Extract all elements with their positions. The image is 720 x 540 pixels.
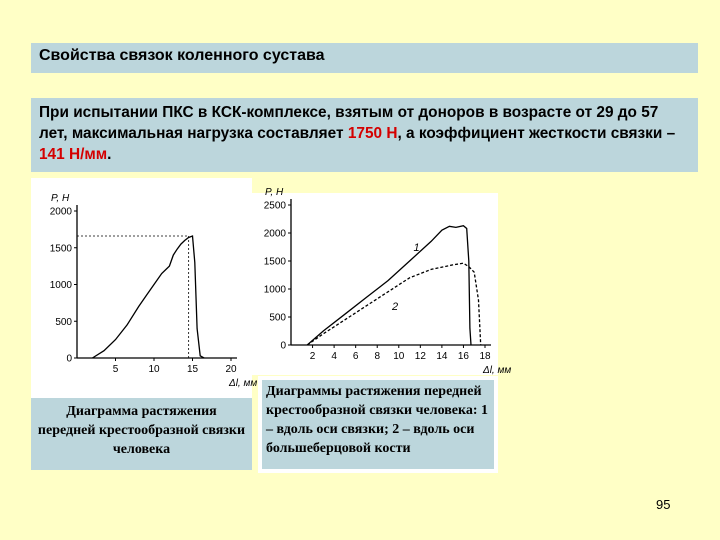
chart1-series-1-line (92, 236, 204, 358)
chart1-y-tick-label: 1500 (49, 243, 72, 255)
chart2-x-axis-label: Δl, мм (483, 365, 512, 376)
chart-2-caption-text: Диаграммы растяжения передней крестообразной связки человека: 1 – вдоль оси связки; 2 – вдоль оси большеберцовой кости (262, 380, 494, 469)
chart2-y-tick-label: 2500 (263, 200, 286, 212)
max-load-value: 1750 Н (347, 125, 398, 142)
chart-2 (245, 187, 512, 376)
chart1-x-axis-label: Δl, мм (229, 378, 258, 389)
chart1-y-tick-label: 1000 (49, 280, 72, 291)
chart1-y-tick-label: 0 (66, 353, 72, 365)
chart2-series-2-label: 2 (392, 300, 399, 313)
chart-2-caption (258, 376, 498, 473)
chart2-x-tick-label: 14 (436, 351, 448, 362)
description-part-2: , а коэффициент жесткости связки – (397, 125, 676, 142)
chart2-y-tick-label: 500 (269, 312, 286, 324)
chart2-series-1-label: 1 (413, 242, 420, 254)
chart2-y-axis-label: P, Н (265, 187, 284, 198)
chart-panel-2 (245, 187, 512, 376)
slide-title: Свойства связок коленного сустава (31, 43, 698, 73)
chart1-x-tick-label: 5 (112, 364, 119, 375)
chart2-x-tick-label: 12 (414, 351, 426, 362)
chart2-series-1-line (307, 226, 471, 345)
chart1-y-tick-label: 500 (55, 316, 72, 328)
chart2-y-tick-label: 1500 (263, 256, 286, 268)
chart-1 (31, 178, 258, 398)
chart1-x-tick-label: 20 (225, 364, 237, 375)
chart-panel-1 (31, 178, 258, 398)
chart2-x-tick-label: 18 (479, 351, 491, 362)
chart1-x-tick-label: 10 (148, 364, 160, 375)
chart-1-caption: Диаграмма растяжения передней крестообразной связки человека (31, 398, 252, 470)
chart2-x-tick-label: 8 (374, 351, 381, 362)
description-part-1: При испытании ПКС в КСК-комплексе, взятым от доноров в возрасте от 29 до 57 лет, максимальная нагрузка составляет (39, 104, 659, 142)
chart1-y-tick-label: 2000 (49, 206, 72, 218)
chart1-y-axis-label: P, Н (51, 193, 70, 204)
chart2-y-tick-label: 1000 (263, 284, 286, 296)
chart2-x-tick-label: 6 (352, 351, 359, 362)
chart2-y-tick-label: 0 (280, 340, 286, 352)
description-text (31, 98, 698, 172)
chart2-y-tick-label: 2000 (263, 228, 286, 240)
chart2-x-tick-label: 10 (393, 351, 405, 362)
description-part-3: . (107, 146, 112, 163)
page-number: 95 (656, 497, 671, 512)
chart2-x-tick-label: 4 (331, 351, 337, 362)
chart2-x-tick-label: 2 (309, 351, 316, 362)
chart2-x-tick-label: 16 (457, 351, 470, 362)
chart1-x-tick-label: 15 (186, 364, 199, 375)
stiffness-value: 141 Н/мм (39, 146, 108, 163)
